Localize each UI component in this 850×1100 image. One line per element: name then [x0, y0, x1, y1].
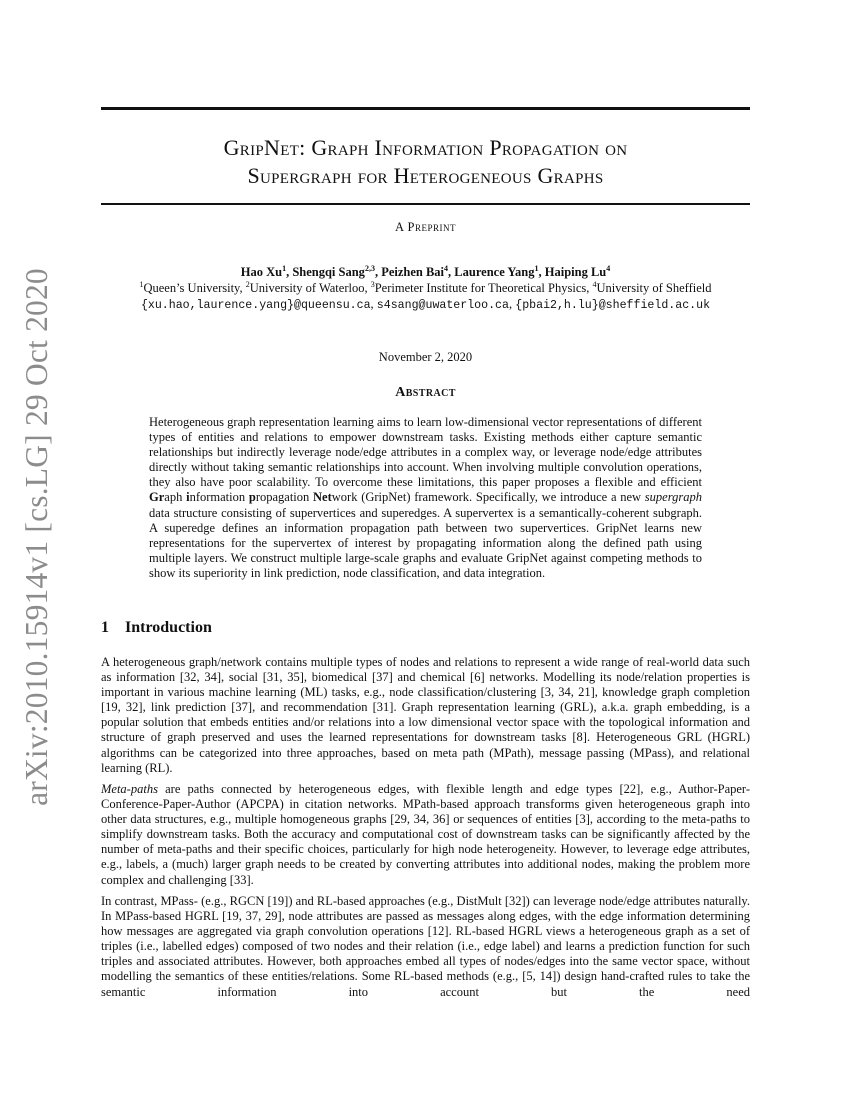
emphasized-term: supergraph: [644, 490, 702, 505]
email-address[interactable]: {pbai2,h.lu}@sheffield.ac.uk: [515, 299, 711, 312]
abstract-text: aph: [164, 490, 187, 505]
author-names: Hao Xu$^1$, Shengqi Sang$^{2,3}$, Peizhen Bai$^4$, Laurence Yang$^1$, Haiping Lu$^4$: [240, 264, 611, 279]
email-address[interactable]: s4sang@uwaterloo.ca: [376, 299, 509, 312]
affiliation-name: University of Waterloo,: [249, 281, 371, 295]
author-affiliation-mark: 4: [606, 264, 611, 273]
abstract-text: nformation: [189, 490, 249, 505]
emphasized-term: Meta-paths: [101, 782, 158, 796]
acronym-letter: Gr: [149, 490, 165, 505]
abstract-text: Heterogeneous graph representation learning aims to learn low-dimensional vector representations of different types of entities and relations to empower downstream tasks. Existing methods either capture semantic relationships but indirectly leverage node/edge attributes in a complex way, or leverage node/edge attributes directly without taking semantic relationships into account. When involving multiple convolution operations, they also have poor scalability. To overcome these limitations, this paper proposes a flexible and efficient: [149, 415, 702, 490]
title-bottom-rule: [101, 203, 750, 205]
abstract-heading: Abstract: [395, 385, 456, 400]
publication-date: November 2, 2020: [378, 350, 473, 364]
arxiv-identifier-text: arXiv:2010.15914v1 [cs.LG] 29 Oct 2020: [19, 268, 54, 806]
author-name: Laurence Yang: [454, 265, 535, 279]
author-block: [60, 264, 791, 314]
paragraph-text-body: are paths connected by heterogeneous edges, with flexible length and edge types [22], e.g., Author-Paper-Conference-Paper-Author (APCPA) in citation networks. MPath-based approach transforms given heterogeneous graph into other data structures, e.g., multiple homogeneous graphs [29, 34, 36] or sequences of entities [3], according to the meta-paths to simplify downstream tasks. Both the accuracy and computational cost of downstream tasks can be significantly affected by the number of meta-paths and their specific choices, particularly for high node heterogeneity. However, to leverage edge attributes, e.g., labels, a (much) larger graph needs to be created by converting attributes into additional nodes, making the problem more complex and challenging [33].: [101, 782, 750, 887]
author-name: Haiping Lu: [544, 265, 607, 279]
affiliation-name: University of Sheffield: [596, 281, 712, 295]
paragraph-1: [101, 655, 750, 776]
author-name: Peizhen Bai: [381, 265, 445, 279]
author-affiliation-mark: 4: [444, 264, 449, 273]
title-line-2: Supergraph for Heterogeneous Graphs: [247, 163, 604, 188]
affiliation-name: Queen’s University,: [143, 281, 246, 295]
affiliation-mark: 1: [139, 280, 144, 289]
author-affiliation-mark: 1: [534, 264, 539, 273]
title-line-1: GripNet: Graph Information Propagation on: [223, 135, 628, 160]
paragraph-text: In contrast, MPass- (e.g., RGCN [19]) and RL-based approaches (e.g., DistMult [32]) can leverage node/edge attributes naturally. In MPass-based HGRL [19, 37, 29], node attributes are passed as messages along edges, with the edge information determining how messages are aggregated via graph convolution operations [12]. RL-based HGRL views a heterogeneous graph as a set of triples (i.e., labelled edges) composed of two nodes and their relation (i.e., edge label) and learns a prediction function for such triples and associated attributes. However, both approaches embed all types of nodes/edges into the same vector space, without modelling the semantics of these entities/relations. Some RL-based methods (e.g., [5, 14]) design hand-crafted rules to take the semantic information into account but the need: [101, 894, 750, 999]
author-affiliation-mark: 1: [282, 264, 287, 273]
acronym-letter: Net: [313, 490, 332, 505]
affiliation-mark: 4: [592, 280, 597, 289]
abstract-body: [149, 415, 702, 581]
section-number: 1: [101, 619, 109, 636]
title-top-rule: [101, 107, 750, 110]
paragraph-text: [101, 782, 750, 888]
email-address[interactable]: {xu.hao,laurence.yang}@queensu.ca: [140, 299, 371, 312]
abstract-text: data structure consisting of supervertices and superedges. A supervertex is a semantically-coherent subgraph. A superedge defines an information propagation path between two supervertices. GripNet learns new representations for the supervertex of interest by propagating information along the defined path using multiple layers. We construct multiple large-scale graphs and evaluate GripNet against competing methods to show its superiority in link prediction, node classification, and data integration.: [149, 505, 702, 580]
paragraph-3: [101, 894, 750, 1000]
author-emails: {xu.hao,laurence.yang}@queensu.ca, s4sang@uwaterloo.ca, {pbai2,h.lu}@sheffield.ac.uk: [140, 297, 711, 312]
author-name: Hao Xu: [240, 265, 283, 279]
affiliation-name: Perimeter Institute for Theoretical Physics,: [374, 281, 593, 295]
abstract-text: work (GripNet) framework. Specifically, we introduce a new: [331, 490, 645, 505]
section-title: Introduction: [125, 619, 212, 636]
paragraph-2: [101, 782, 750, 888]
preprint-label: A Preprint: [395, 220, 456, 234]
affiliation-mark: 2: [245, 280, 250, 289]
acronym-letter: p: [248, 490, 256, 505]
paragraph-text: A heterogeneous graph/network contains multiple types of nodes and relations to represent a wide range of real-world data such as information [32, 34], social [31, 35], biomedical [37] and chemical [6] networks. Modelling its node/relation properties is important in various machine learning (ML) tasks, e.g., node classification/clustering [3, 34, 21], knowledge graph completion [19, 32], link prediction [37], and recommendation [31]. Graph representation learning (GRL), a.k.a. graph embedding, is a popular solution that embeds entities and/or relations into a low dimensional vector space with the topological information and structure of graph preserved and uses the learned representations for downstream tasks [8]. Heterogeneous GRL (HGRL) algorithms can be categorized into three approaches, based on meta path (MPath), message passing (MPass), and relational learning (RL).: [101, 655, 750, 775]
arxiv-identifier-stamp: [17, 268, 57, 806]
affiliation-mark: 3: [370, 280, 375, 289]
paper-title: [101, 134, 750, 190]
section-heading-introduction: [101, 619, 212, 637]
author-name: Shengqi Sang: [292, 265, 365, 279]
author-affiliation-mark: 2,3: [364, 264, 375, 273]
acronym-letter: i: [186, 490, 190, 505]
author-affiliations: [60, 280, 791, 296]
abstract-text: ropagation: [255, 490, 314, 505]
